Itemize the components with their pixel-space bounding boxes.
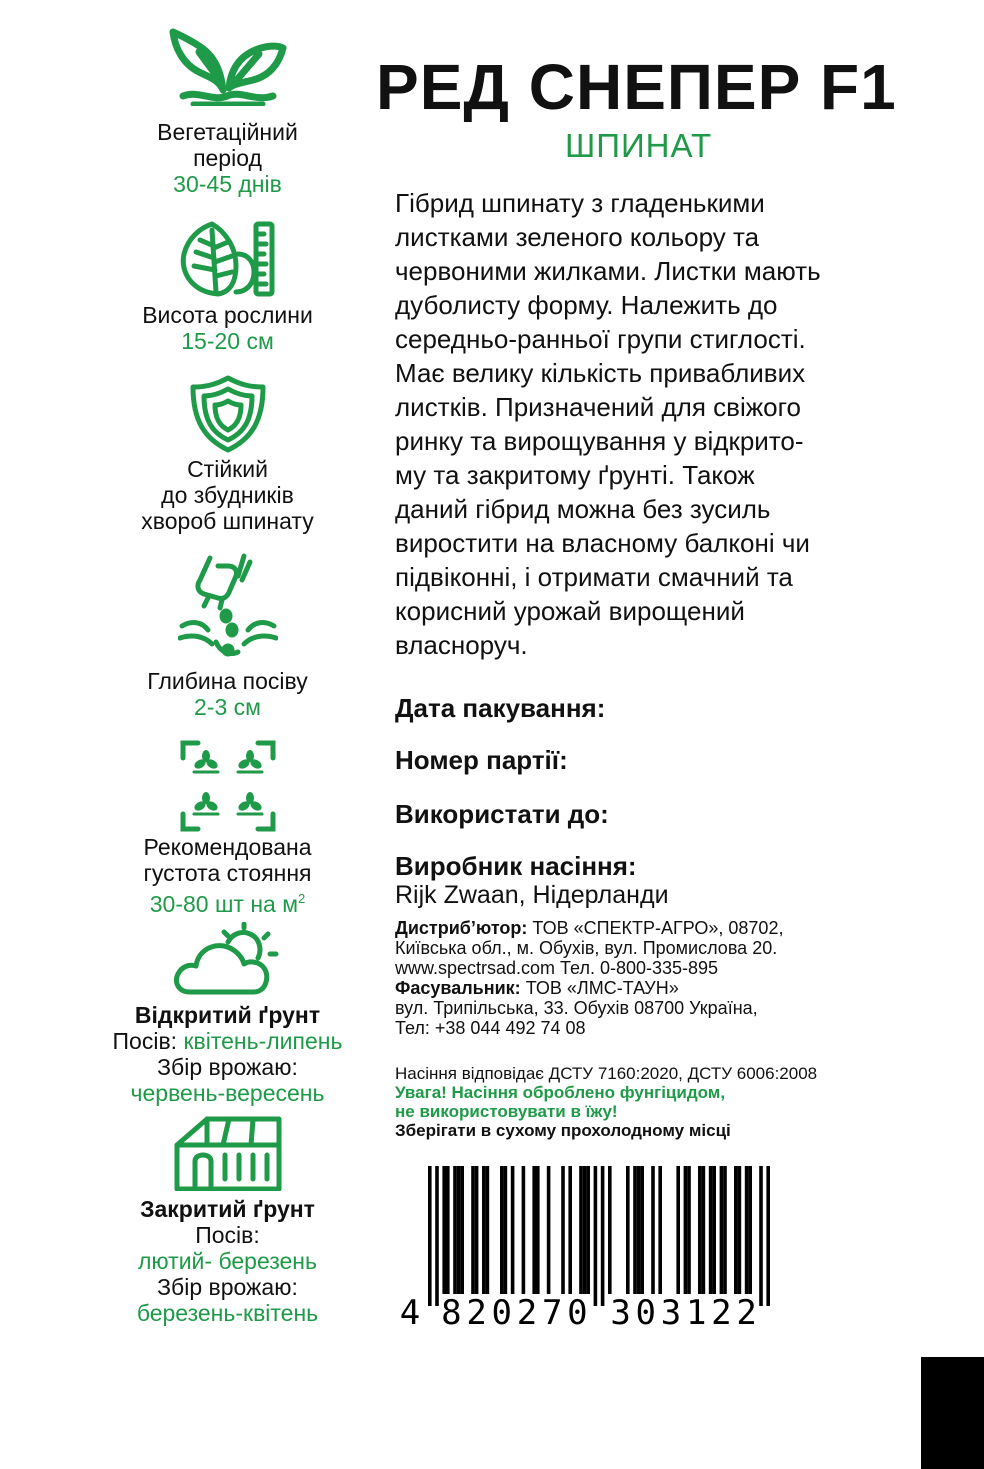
barcode-bar xyxy=(460,1166,464,1294)
barcode-bar xyxy=(709,1166,713,1294)
barcode-digit: 7 xyxy=(541,1293,563,1328)
barcode xyxy=(398,1166,792,1328)
barcode-bar xyxy=(547,1166,551,1294)
product-title: РЕД СНЕПЕР F1 xyxy=(376,51,897,123)
closed-sow-value: лютий- березень xyxy=(138,1248,317,1274)
open-ground-label: Відкритий ґрунт Посів: квітень-липень Збір врожаю: червень-вересень xyxy=(80,1002,375,1106)
barcode-digit: 8 xyxy=(441,1293,462,1328)
sowing-hand-icon xyxy=(178,550,278,660)
closed-harvest-value: березень-квітень xyxy=(136,1300,319,1326)
product-description: Гібрид шпинату з гладенькими листками зеленого кольору та червоними жилками. Листки мають дуболисту форму. Належить до середньо-ранньої групи стиглості. Має велику кількість привабливих листків. Призначений для свіжого ринку та вирощування у відкрито- му та закритому ґрунті. Також даний гібрид можна без зусиль виростити на власному балконі чи підвіконні, і отримати смачний та корисний урожай вирощений власноруч. xyxy=(395,188,821,660)
warning-line-1: Увага! Насіння оброблено фунгіцидом, xyxy=(395,1083,726,1102)
barcode-bar xyxy=(511,1166,515,1294)
barcode-bar xyxy=(640,1166,644,1294)
resistance-label: Стійкий до збудників хвороб шпинату xyxy=(141,456,314,534)
warning-line-2: не використовувати в їжу! xyxy=(395,1102,618,1121)
barcode-bar xyxy=(457,1166,461,1294)
barcode-digit: 3 xyxy=(610,1293,631,1328)
barcode-bar xyxy=(446,1166,450,1294)
pack-date-field: Дата пакування: xyxy=(395,693,606,723)
barcode-bar xyxy=(435,1166,439,1306)
barcode-bar xyxy=(734,1166,738,1294)
barcode-bar xyxy=(723,1166,727,1294)
barcode-bar xyxy=(766,1166,770,1306)
barcode-bar xyxy=(536,1166,540,1294)
distributor-info: Дистриб’ютор: ТОВ «СПЕКТР-АГРО», 08702, Київська обл., м. Обухів, вул. Промислова 20. www.spectrsad.com Тел. 0-800-335-895 Фасувальник: ТОВ «ЛМС-ТАУН» вул. Трипільська, 33. Обухів 08700 Україна, Тел: +38 044 492 74 08 xyxy=(395,918,784,1038)
barcode-bar xyxy=(748,1166,752,1294)
sprout-icon xyxy=(169,22,287,106)
barcode-digit: 1 xyxy=(685,1293,707,1328)
barcode-bar xyxy=(651,1166,655,1294)
barcode-digit: 4 xyxy=(399,1293,421,1328)
barcode-digit: 0 xyxy=(635,1293,657,1328)
corner-block xyxy=(921,1357,984,1469)
barcode-bar xyxy=(453,1166,457,1294)
barcode-bar xyxy=(486,1166,490,1294)
barcode-bar xyxy=(712,1166,716,1294)
closed-ground-label: Закритий ґрунт Посів: лютий- березень Збір врожаю: березень-квітень xyxy=(80,1196,375,1326)
height-label: Висота рослини 15-20 см xyxy=(80,302,375,354)
barcode-bar xyxy=(745,1166,749,1294)
product-subtitle: ШПИНАТ xyxy=(565,127,713,164)
density-label: Рекомендована густота стояння 30-80 шт на $м^2$ xyxy=(80,834,375,917)
barcode-bar xyxy=(522,1166,526,1294)
barcode-bar xyxy=(676,1166,680,1294)
maker-value: Rijk Zwaan, Нідерланди xyxy=(395,881,669,909)
barcode-bar xyxy=(586,1166,590,1294)
cloud-sun-icon xyxy=(172,922,284,998)
barcode-bar xyxy=(482,1166,486,1294)
depth-label: Глибина посіву 2-3 см xyxy=(80,668,375,720)
greenhouse-icon xyxy=(173,1115,283,1191)
barcode-bar xyxy=(601,1166,605,1306)
barcode-bar xyxy=(720,1166,724,1294)
standard-note: Насіння відповідає ДСТУ 7160:2020, ДСТУ 6006:2008 xyxy=(395,1064,818,1083)
barcode-bar xyxy=(658,1166,662,1294)
open-harvest-value: червень-вересень xyxy=(130,1080,325,1106)
barcode-bar xyxy=(608,1166,612,1294)
vegetation-label: Вегетаційний період 30-45 днів xyxy=(80,119,375,197)
barcode-bar xyxy=(568,1166,572,1294)
barcode-digit: 0 xyxy=(567,1293,588,1328)
storage-note: Зберігати в сухому прохолодному місці xyxy=(395,1121,731,1140)
use-by-field: Використати до: xyxy=(395,799,609,829)
barcode-bar xyxy=(500,1166,504,1294)
notes xyxy=(395,1064,817,1140)
barcode-bar xyxy=(637,1166,641,1294)
barcode-digit: 3 xyxy=(660,1293,682,1328)
vegetation-value: 30-45 днів xyxy=(173,171,282,197)
maker-label: Виробник насіння: xyxy=(395,851,637,881)
density-value: 30-80 шт на $м^2$ xyxy=(149,891,306,917)
barcode-digit: 2 xyxy=(466,1293,487,1328)
barcode-bar xyxy=(684,1166,688,1294)
barcode-bar xyxy=(428,1166,432,1306)
barcode-bar xyxy=(442,1166,446,1294)
depth-value: 2-3 см xyxy=(194,694,261,720)
shield-icon xyxy=(189,375,267,453)
barcode-bar xyxy=(738,1166,742,1294)
plant-height-icon xyxy=(178,220,278,298)
batch-number-field: Номер партії: xyxy=(395,745,568,775)
barcode-bar xyxy=(532,1166,536,1294)
barcode-bar xyxy=(475,1166,479,1294)
height-value: 15-20 см xyxy=(181,328,274,354)
barcode-bar xyxy=(504,1166,508,1294)
barcode-bar xyxy=(702,1166,706,1294)
barcode-digit: 0 xyxy=(491,1293,513,1328)
barcode-digit: 2 xyxy=(736,1293,757,1328)
barcode-bar xyxy=(698,1166,702,1294)
barcode-bar xyxy=(471,1166,475,1294)
barcode-bar xyxy=(633,1166,637,1294)
barcode-bar xyxy=(579,1166,583,1294)
plant-density-icon xyxy=(180,740,276,832)
open-sow-value: квітень-липень xyxy=(183,1028,343,1054)
barcode-bar xyxy=(594,1166,598,1306)
barcode-bar xyxy=(687,1166,691,1294)
barcode-bar xyxy=(759,1166,763,1306)
barcode-bar xyxy=(583,1166,587,1294)
barcode-bar xyxy=(561,1166,565,1294)
barcode-digit: 2 xyxy=(516,1293,538,1328)
barcode-bar xyxy=(626,1166,630,1294)
barcode-digit: 2 xyxy=(711,1293,732,1328)
